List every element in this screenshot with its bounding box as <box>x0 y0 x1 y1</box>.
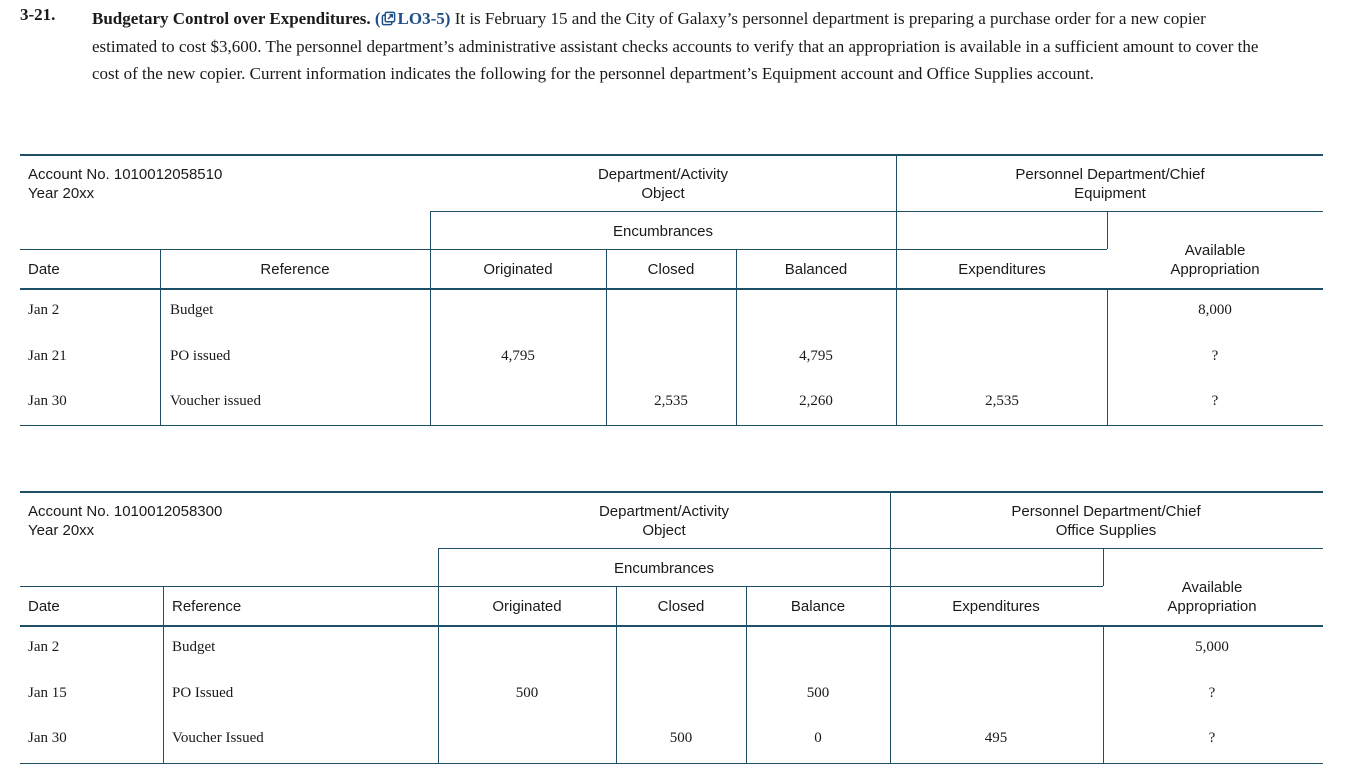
col-closed: Closed <box>647 261 695 278</box>
row-balance: 4,795 <box>799 348 833 364</box>
object-label: Object <box>642 522 686 539</box>
row-reference: PO Issued <box>172 685 234 701</box>
row-balance: 2,260 <box>799 393 833 409</box>
row-originated: 500 <box>515 685 539 701</box>
row-reference: Voucher Issued <box>172 730 264 746</box>
row-reference: PO issued <box>170 348 231 364</box>
col-originated: Originated <box>492 598 562 615</box>
account-year: Year 20xx <box>28 522 95 539</box>
col-balance: Balance <box>790 598 846 615</box>
col-expenditures: Expenditures <box>952 598 1040 615</box>
row-expenditures: 495 <box>984 730 1008 746</box>
row-balance: 0 <box>814 730 822 746</box>
row-reference: Budget <box>172 639 216 655</box>
row-available: ? <box>1208 730 1216 746</box>
encumbrances-header: Encumbrances <box>612 223 714 240</box>
col-date: Date <box>28 598 60 615</box>
dept-activity-label: Department/Activity <box>597 166 729 183</box>
account-object-name: Office Supplies <box>1055 522 1157 539</box>
col-available: Available <box>1184 242 1246 259</box>
row-date: Jan 2 <box>28 639 60 655</box>
row-date: Jan 21 <box>28 348 67 364</box>
row-reference: Budget <box>170 302 214 318</box>
account-number: Account No. 1010012058300 <box>28 503 223 520</box>
row-expenditures: 2,535 <box>985 393 1019 409</box>
row-closed: 500 <box>669 730 693 746</box>
col-available: Available <box>1181 579 1243 596</box>
col-closed: Closed <box>657 598 705 615</box>
account-number: Account No. 1010012058510 <box>28 166 223 183</box>
lo-open-paren: ( <box>374 9 381 28</box>
object-label: Object <box>641 185 685 202</box>
row-available: 8,000 <box>1198 302 1232 318</box>
col-appropriation: Appropriation <box>1170 261 1260 278</box>
row-closed: 2,535 <box>654 393 688 409</box>
problem-title: Budgetary Control over Expenditures. <box>92 9 371 28</box>
col-reference: Reference <box>172 598 242 615</box>
row-originated: 4,795 <box>501 348 535 364</box>
row-date: Jan 30 <box>28 393 67 409</box>
encumbrances-header: Encumbrances <box>613 560 715 577</box>
problem-statement <box>92 5 1262 88</box>
col-reference: Reference <box>260 261 330 278</box>
row-available: ? <box>1208 685 1216 701</box>
col-appropriation: Appropriation <box>1167 598 1257 615</box>
ledger-office-supplies <box>20 491 1323 766</box>
col-balance: Balanced <box>784 261 848 278</box>
row-balance: 500 <box>806 685 830 701</box>
dept-activity-label: Department/Activity <box>598 503 730 520</box>
row-date: Jan 30 <box>28 730 67 746</box>
ledger-equipment <box>20 154 1323 428</box>
row-available: 5,000 <box>1195 639 1229 655</box>
problem-number: 3-21. <box>20 5 56 24</box>
problem-body: It is February 15 and the City of Galaxy’s personnel department is preparing a purchase order for a new copier estimated to cost $3,600. The personnel department’s administrative assistant checks accounts to verify that an appropriation is available in a sufficient amount to cover the cost of the new copier. Current information indicates the following for the personnel department’s Equipment account and Office Supplies account. <box>92 9 1259 83</box>
col-originated: Originated <box>483 261 553 278</box>
row-date: Jan 15 <box>28 685 67 701</box>
department-chief-label: Personnel Department/Chief <box>1015 166 1205 183</box>
account-object-name: Equipment <box>1074 185 1146 202</box>
lo-label: LO3-5) <box>397 9 451 28</box>
external-link-icon <box>381 11 396 26</box>
row-date: Jan 2 <box>28 302 60 318</box>
row-reference: Voucher issued <box>170 393 261 409</box>
learning-objective-link[interactable] <box>375 9 451 28</box>
row-available: ? <box>1211 393 1219 409</box>
col-expenditures: Expenditures <box>958 261 1046 278</box>
col-date: Date <box>28 261 60 278</box>
row-available: ? <box>1211 348 1219 364</box>
department-chief-label: Personnel Department/Chief <box>1011 503 1201 520</box>
account-year: Year 20xx <box>28 185 95 202</box>
